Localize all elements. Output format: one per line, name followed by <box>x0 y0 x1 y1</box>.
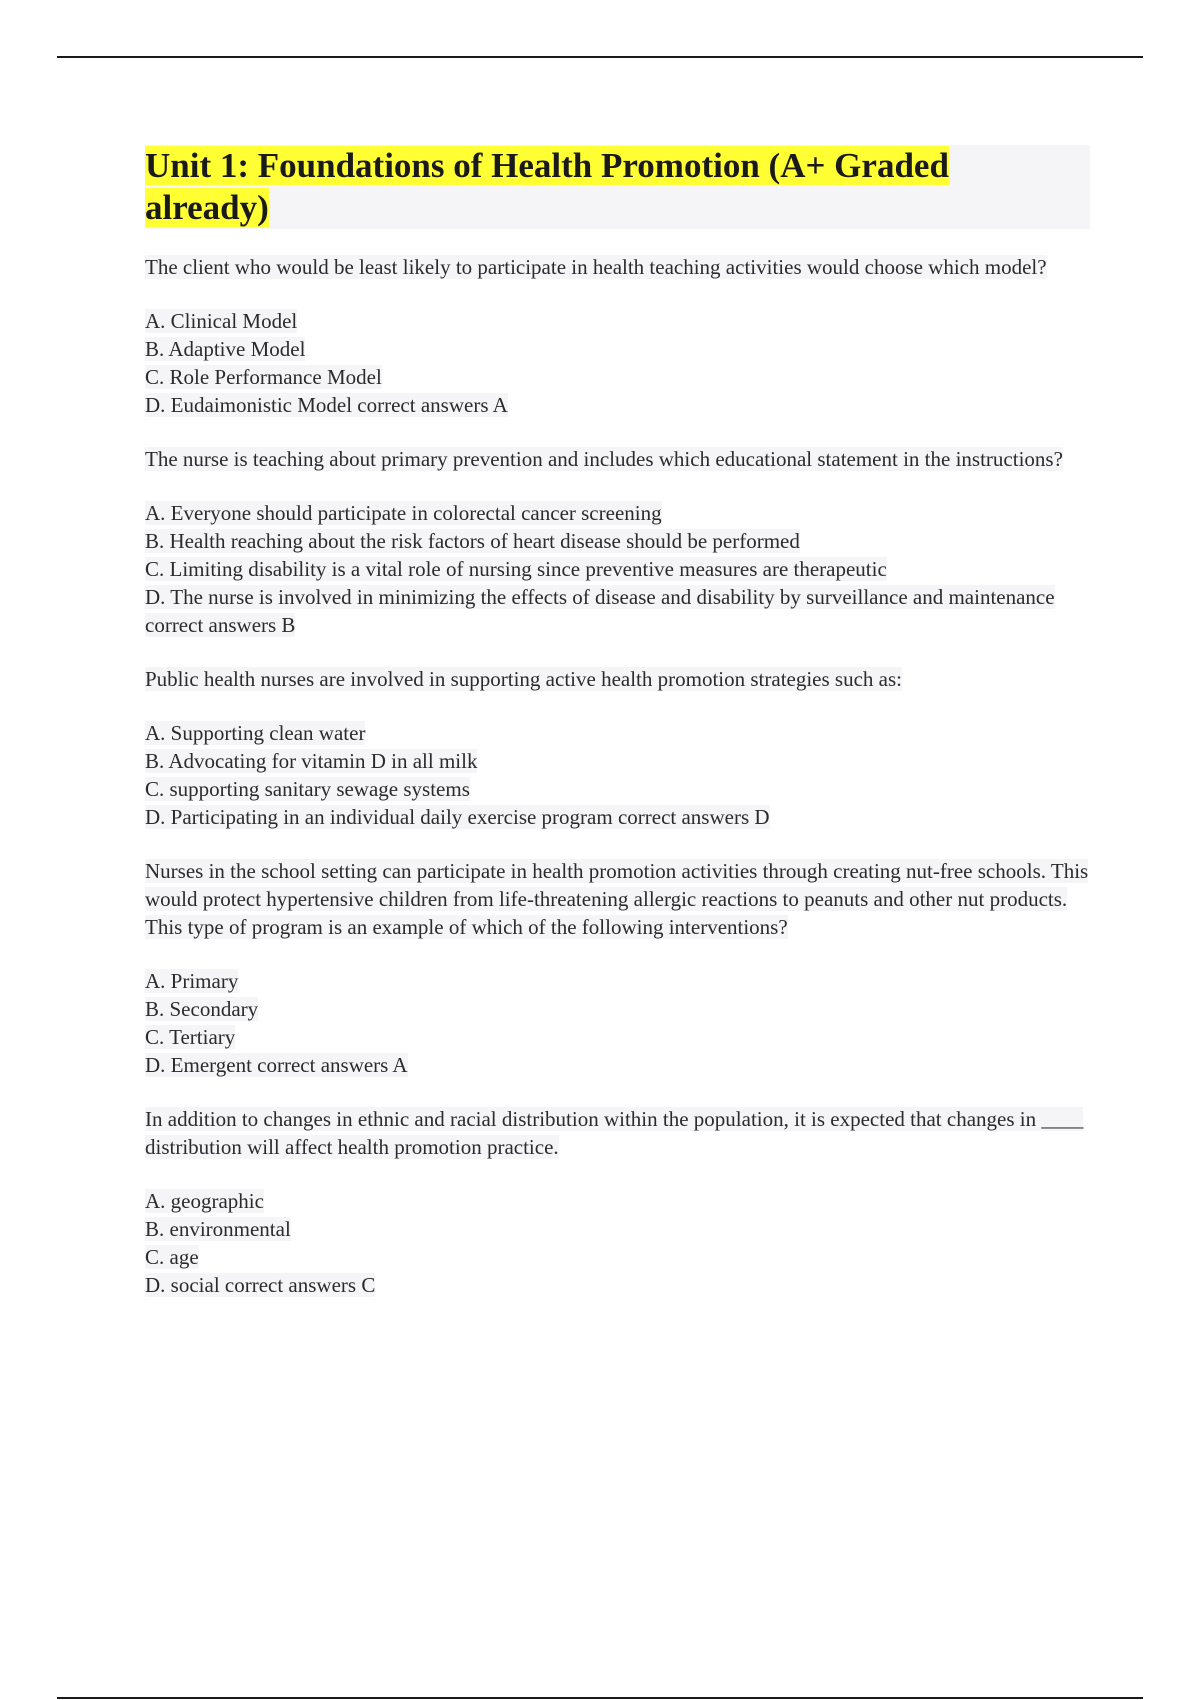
option-d: D. Eudaimonistic Model correct answers A <box>145 393 508 417</box>
option-a: A. Supporting clean water <box>145 721 366 745</box>
option-b: B. Advocating for vitamin D in all milk <box>145 749 478 773</box>
answer-options <box>145 1187 1090 1299</box>
option-d: D. Emergent correct answers A <box>145 1053 408 1077</box>
question-text: In addition to changes in ethnic and racial distribution within the population, it is expected that changes in ____ distribution will affect health promotion practice. <box>145 1107 1084 1159</box>
question-1 <box>145 253 1090 419</box>
option-b: B. environmental <box>145 1217 291 1241</box>
option-c: C. Tertiary <box>145 1025 236 1049</box>
answer-options <box>145 719 1090 831</box>
option-b: B. Health reaching about the risk factors of heart disease should be performed <box>145 529 800 553</box>
option-b: B. Secondary <box>145 997 259 1021</box>
question-text: The client who would be least likely to participate in health teaching activities would choose which model? <box>145 255 1047 279</box>
answer-options <box>145 499 1090 639</box>
question-text: Nurses in the school setting can participate in health promotion activities through creating nut-free schools. This would protect hypertensive children from life-threatening allergic reactions to peanuts and other nut products. This type of program is an example of which of the following interventions? <box>145 859 1089 939</box>
question-2 <box>145 445 1090 639</box>
document-body <box>145 145 1090 1325</box>
option-a: A. geographic <box>145 1189 264 1213</box>
question-3 <box>145 665 1090 831</box>
option-c: C. supporting sanitary sewage systems <box>145 777 470 801</box>
question-text: Public health nurses are involved in supporting active health promotion strategies such as: <box>145 667 902 691</box>
title-block <box>145 145 1090 229</box>
document-title-text: Unit 1: Foundations of Health Promotion (A+ Graded already) <box>145 146 949 227</box>
answer-options <box>145 307 1090 419</box>
option-a: A. Everyone should participate in colorectal cancer screening <box>145 501 662 525</box>
option-d: D. Participating in an individual daily exercise program correct answers D <box>145 805 770 829</box>
option-c: C. age <box>145 1245 199 1269</box>
bottom-rule <box>57 1697 1143 1699</box>
option-a: A. Clinical Model <box>145 309 298 333</box>
question-text: The nurse is teaching about primary prevention and includes which educational statement in the instructions? <box>145 447 1063 471</box>
answer-options <box>145 967 1090 1079</box>
option-c: C. Role Performance Model <box>145 365 382 389</box>
option-a: A. Primary <box>145 969 239 993</box>
option-b: B. Adaptive Model <box>145 337 306 361</box>
top-rule <box>57 56 1143 58</box>
option-d: D. social correct answers C <box>145 1273 376 1297</box>
option-d: D. The nurse is involved in minimizing the effects of disease and disability by surveillance and maintenance correct answers B <box>145 585 1055 637</box>
option-c: C. Limiting disability is a vital role of nursing since preventive measures are therapeutic <box>145 557 887 581</box>
document-title <box>145 145 985 229</box>
question-4 <box>145 857 1090 1079</box>
question-5 <box>145 1105 1090 1299</box>
